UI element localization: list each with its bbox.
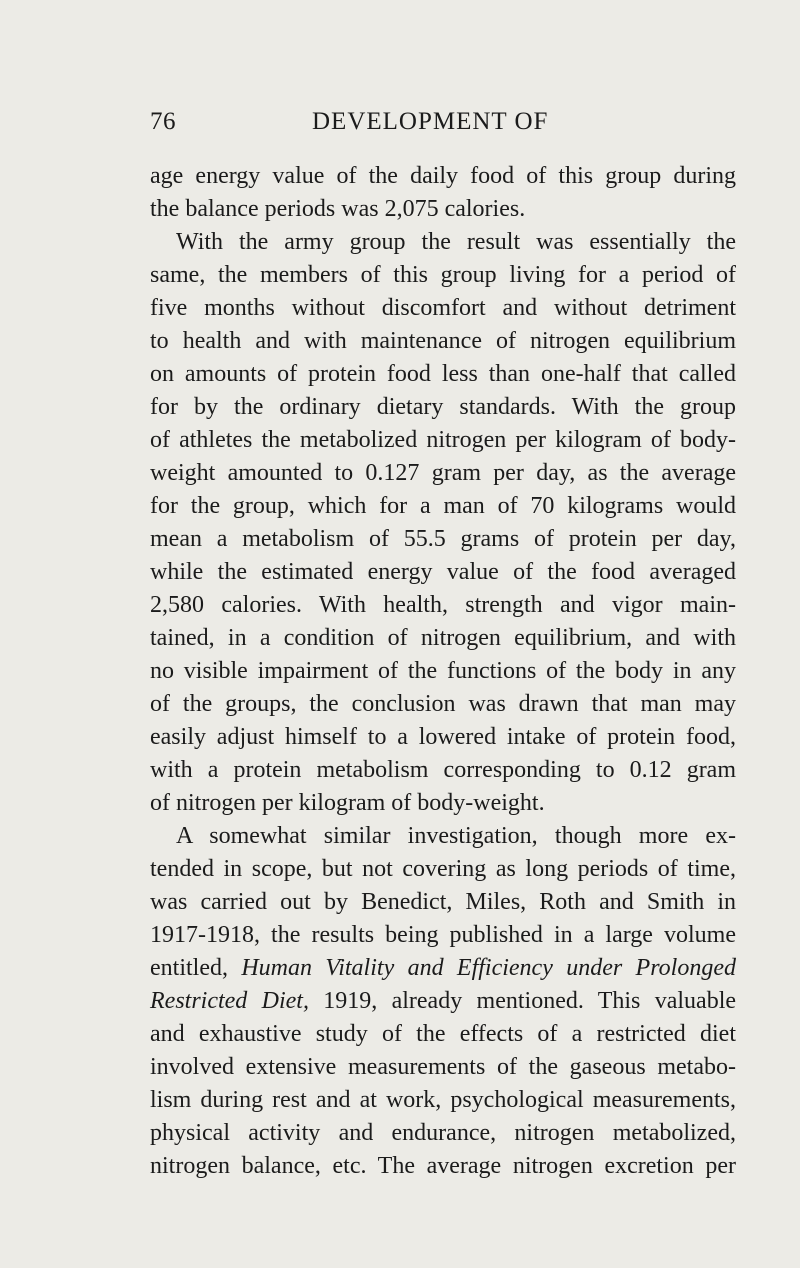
text-line: of nitrogen per kilogram of body-weight. <box>150 790 545 816</box>
text-line: 2,580 calories. With health, strength and vigor main- <box>150 592 736 618</box>
text-line: weight amounted to 0.127 gram per day, as the average <box>150 460 736 486</box>
text-line: five months without discomfort and without detriment <box>150 295 736 321</box>
text-line: tended in scope, but not covering as long periods of time, <box>150 856 736 882</box>
text-line: on amounts of protein food less than one-half that called <box>150 361 736 387</box>
text-line: age energy value of the daily food of this group during <box>150 163 736 189</box>
text-line: and exhaustive study of the effects of a restricted diet <box>150 1021 736 1047</box>
text-line-with-title <box>150 985 736 1018</box>
text-line: 1917-1918, the results being published in a large volume <box>150 922 736 948</box>
text-fragment: 1919, already mentioned. This valuable <box>308 988 737 1014</box>
text-line: mean a metabolism of 55.5 grams of protein per day, <box>150 526 736 552</box>
text-line: for by the ordinary dietary standards. With the group <box>150 394 736 420</box>
text-line: same, the members of this group living for a period of <box>150 262 736 288</box>
running-head: DEVELOPMENT OF <box>312 108 549 135</box>
text-line: for the group, which for a man of 70 kilograms would <box>150 493 736 519</box>
text-line: while the estimated energy value of the food averaged <box>150 559 736 585</box>
text-line: easily adjust himself to a lowered intake of protein food, <box>150 724 736 750</box>
text-line: the balance periods was 2,075 calories. <box>150 196 526 222</box>
page-number: 76 <box>150 108 176 135</box>
text-line: tained, in a condition of nitrogen equilibrium, and with <box>150 625 736 651</box>
book-title: Restricted Diet, <box>150 988 309 1014</box>
text-line: of athletes the metabolized nitrogen per kilogram of body- <box>150 427 736 453</box>
text-line-with-title <box>150 952 736 985</box>
text-line: to health and with maintenance of nitrogen equilibrium <box>150 328 736 354</box>
paragraph-start-line: A somewhat similar investigation, though more ex- <box>176 823 736 849</box>
page-header <box>150 108 736 148</box>
text-line: was carried out by Benedict, Miles, Roth and Smith in <box>150 889 736 915</box>
text-line: with a protein metabolism corresponding to 0.12 gram <box>150 757 736 783</box>
paragraph-start-line: With the army group the result was essentially the <box>176 229 736 255</box>
book-title: Human Vitality and Efficiency under Prolonged <box>241 955 736 981</box>
text-line: no visible impairment of the functions of the body in any <box>150 658 736 684</box>
text-line: physical activity and endurance, nitrogen metabolized, <box>150 1120 736 1146</box>
text-line: nitrogen balance, etc. The average nitrogen excretion per <box>150 1153 736 1179</box>
text-line: involved extensive measurements of the gaseous metabo- <box>150 1054 736 1080</box>
text-fragment: entitled, <box>150 955 242 981</box>
text-line: lism during rest and at work, psychological measurements, <box>150 1087 736 1113</box>
text-line: of the groups, the conclusion was drawn that man may <box>150 691 736 717</box>
body-text <box>150 160 736 1183</box>
